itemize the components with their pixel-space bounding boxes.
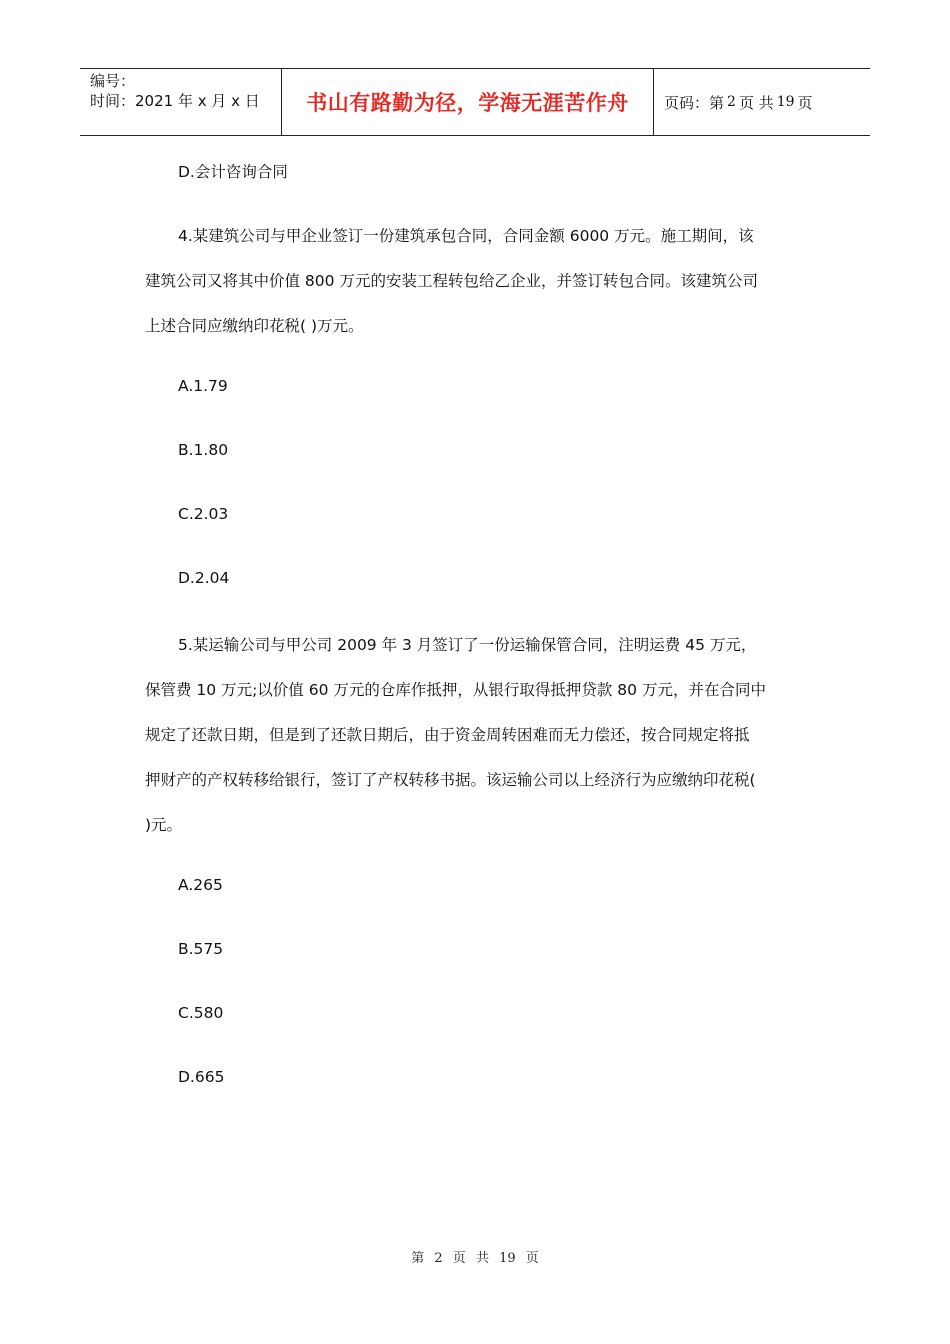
header-motto-cell	[282, 69, 654, 135]
footer-mid-1: 页	[452, 1251, 466, 1266]
q5-text-line-5: )元。	[145, 816, 183, 834]
header-motto: 书山有路勤为径，学海无涯苦作舟	[306, 90, 629, 115]
q4-option-b: B.1.80	[178, 441, 229, 459]
header-page-mid: 页 共	[738, 93, 774, 112]
q4-text-line-1: 4.某建筑公司与甲企业签订一份建筑承包合同，合同金额 6000 万元。施工期间，该	[178, 227, 754, 245]
q5-option-d: D.665	[178, 1068, 225, 1086]
q4-text-line-2: 建筑公司又将其中价值 800 万元的安装工程转包给乙企业，并签订转包合同。该建筑公司	[145, 272, 758, 290]
header-page-total: 19	[776, 94, 795, 110]
header-meta	[80, 69, 282, 135]
q4-text-line-3: 上述合同应缴纳印花税( )万元。	[145, 317, 364, 335]
q5-text-line-3: 规定了还款日期，但是到了还款日期后，由于资金周转困难而无力偿还，按合同规定将抵	[145, 726, 750, 744]
page-header	[80, 68, 870, 136]
q5-text-line-1: 5.某运输公司与甲公司 2009 年 3 月签订了一份运输保管合同，注明运费 45 万元，	[178, 636, 757, 654]
q4-option-a: A.1.79	[178, 377, 228, 395]
q5-text-line-2: 保管费 10 万元;以价值 60 万元的仓库作抵押，从银行取得抵押贷款 80 万元，并在合同中	[145, 681, 766, 699]
footer-page-total: 19	[499, 1251, 516, 1266]
page-footer	[0, 1247, 950, 1266]
header-page-prefix: 页码：第	[664, 93, 725, 112]
header-page-suffix: 页	[797, 93, 813, 112]
footer-prefix: 第	[411, 1251, 425, 1266]
q5-option-a: A.265	[178, 876, 223, 894]
document-time-label: 时间：2021 年 x 月 x 日	[90, 92, 260, 110]
header-page-indicator	[654, 69, 870, 135]
prev-question-option-d: D.会计咨询合同	[178, 163, 288, 181]
document-number-label: 编号：	[90, 72, 136, 90]
footer-mid-2: 共	[475, 1251, 489, 1266]
header-page-current: 2	[727, 94, 736, 110]
q5-option-c: C.580	[178, 1004, 224, 1022]
q4-option-c: C.2.03	[178, 505, 229, 523]
q5-option-b: B.575	[178, 940, 224, 958]
q4-option-d: D.2.04	[178, 569, 230, 587]
footer-page-current: 2	[434, 1251, 443, 1266]
footer-suffix: 页	[525, 1251, 539, 1266]
q5-text-line-4: 押财产的产权转移给银行，签订了产权转移书据。该运输公司以上经济行为应缴纳印花税(	[145, 771, 756, 789]
